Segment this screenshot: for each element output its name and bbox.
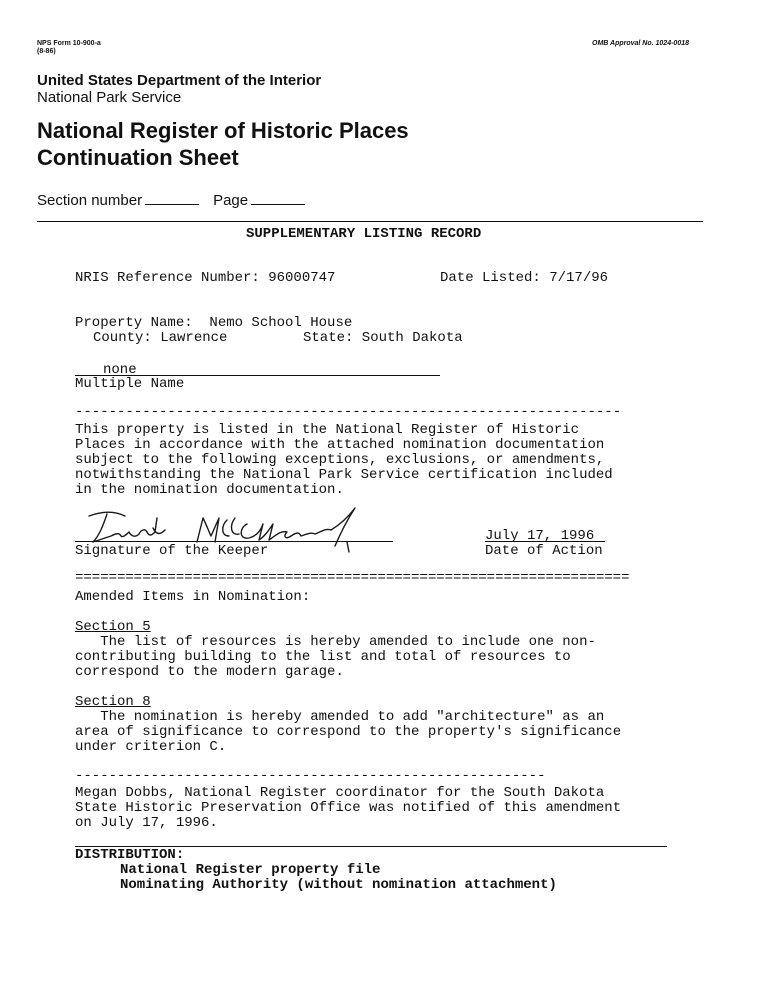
page-title xyxy=(37,117,409,171)
section-number-label: Section number xyxy=(37,192,143,209)
county: County: Lawrence xyxy=(93,330,228,346)
title-line-1: National Register of Historic Places xyxy=(37,118,409,143)
nris-reference: NRIS Reference Number: 96000747 xyxy=(75,270,336,286)
section-8-heading: Section 8 xyxy=(75,694,151,710)
form-number xyxy=(37,40,101,56)
date-listed: Date Listed: 7/17/96 xyxy=(440,270,609,286)
section-5-text: The list of resources is hereby amended to include one non- contributing building to the list and total of resources to correspond to the modern garage. xyxy=(75,634,596,680)
multiple-name-value: none xyxy=(103,362,137,378)
page-blank xyxy=(251,203,305,205)
section-number-blank xyxy=(145,203,199,205)
amended-items-heading: Amended Items in Nomination: xyxy=(75,589,311,605)
page-label: Page xyxy=(213,192,249,209)
signature-rule xyxy=(75,541,393,542)
section-8-text: The nomination is hereby amended to add "architecture" as an area of significance to correspond to the property's significance under criterion C. xyxy=(75,709,622,755)
form-date-text: (8-86) xyxy=(37,48,56,55)
title-line-2: Continuation Sheet xyxy=(37,145,239,170)
notification-text: Megan Dobbs, National Register coordinator for the South Dakota State Historic Preservation Office was notified of this amendment on July 17, 1996. xyxy=(75,785,622,831)
listing-statement: This property is listed in the National Register of Historic Places in accordance with the attached nomination documentation subject to the following exceptions, exclusions, or amendments, notwithstanding the National Park Service certification included in the nomination documentation. xyxy=(75,422,613,498)
dashed-separator: ----------------------------------------------------------------- xyxy=(75,404,622,420)
omb-approval: OMB Approval No. 1024-0018 xyxy=(592,40,689,47)
date-of-action-rule xyxy=(485,541,605,542)
state: State: South Dakota xyxy=(303,330,463,346)
property-name: Property Name: Nemo School House xyxy=(75,315,353,331)
record-heading: SUPPLEMENTARY LISTING RECORD xyxy=(246,226,482,242)
section-page-row xyxy=(37,192,319,209)
date-of-action-label: Date of Action xyxy=(485,543,603,559)
header-divider xyxy=(37,221,703,222)
multiple-name-label: Multiple Name xyxy=(75,376,185,392)
double-separator: ================================================================== xyxy=(75,570,630,586)
distribution-item-2: Nominating Authority (without nomination attachment) xyxy=(120,877,557,893)
distribution-heading: DISTRIBUTION: xyxy=(75,847,185,863)
service-name: National Park Service xyxy=(37,89,182,106)
date-of-action-value: July 17, 1996 xyxy=(485,528,595,544)
section-5-heading: Section 5 xyxy=(75,619,151,635)
distribution-item-1: National Register property file xyxy=(120,862,381,878)
dashed-separator-2: -------------------------------------------------------- xyxy=(75,768,546,784)
signature-label: Signature of the Keeper xyxy=(75,543,269,559)
department-name: United States Department of the Interior xyxy=(37,72,322,89)
form-number-text: NPS Form 10-900-a xyxy=(37,40,101,47)
